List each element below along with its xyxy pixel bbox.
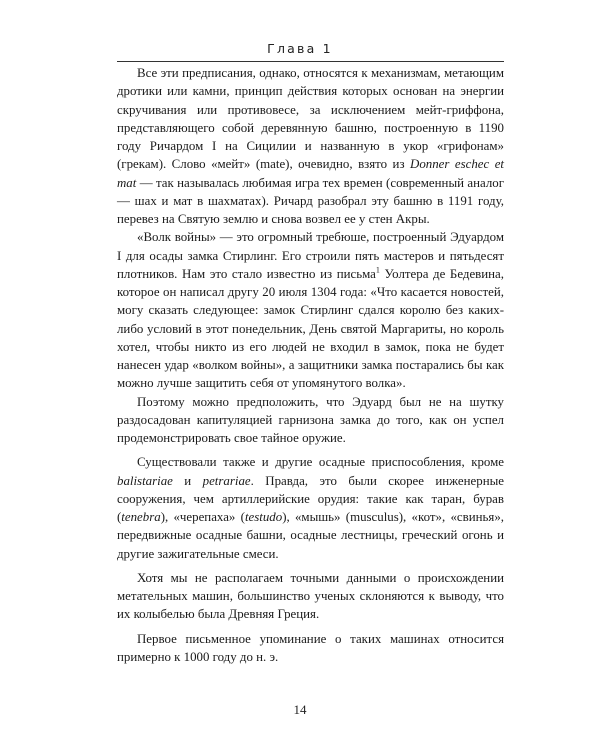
paragraph [117,393,504,448]
body-text [117,64,504,666]
italic-text: tenebra [121,510,161,524]
text-run: Существовали также и другие осадные приспособления, кроме [137,455,504,470]
header-rule [117,61,504,62]
italic-text: Donner eschec et mat [117,157,505,190]
text-run: — так называлась любимая игра тех времен (современный аналог — шах и мат в шахматах). Ричард разобрал эту башню в 1191 году, перевез на Святую землю и снова возвел ее у стен Акры. [117,175,504,226]
running-head: Глава 1 [267,41,333,56]
text-run: Все эти предписания, однако, относятся к механизмам, метающим дротики или камни, принцип действия которых основан на энергии скручивания или противовесе, за исключением мейт-гриффона, представляющего собой деревянную башню, построенную в 1190 году Ричардом I на Сицилии и названную в укор «грифонам» (грекам). Слово «мейт» (mate), очевидно, взято из [117,66,504,172]
paragraph [117,228,504,392]
italic-text: petrariae [202,473,251,488]
text-run: . Правда, это были скорее инженерные сооружения, чем артиллерийские орудия: такие как таран, бурав ( [117,473,504,524]
text-run: и [172,473,203,488]
footnote-marker: 1 [375,265,380,275]
text-run: ), «черепаха» ( [160,510,245,524]
italic-text: balistariae [117,473,173,488]
paragraph [117,453,504,563]
paragraph [117,569,504,624]
paragraph [117,630,504,667]
text-run: Первое письменное упоминание о таких машинах относится примерно к 1000 году до н. э. [117,631,504,664]
page-number: 14 [293,702,307,717]
text-run: «Волк войны» — это огромный требюше, построенный Эдуардом I для осады замка Стирлинг. Его строили пять мастеров и пятьдесят плотников. Нам это стало известно из письма [117,230,504,281]
text-run: Хотя мы не располагаем точными данными о происхождении метательных машин, большинство ученых склоняются к выводу, что их колыбелью была Древняя Греция. [117,570,504,622]
text-run: ), «мышь» (musculus), «кот», «свинья», передвижные осадные башни, осадные лестницы, греческий огонь и другие зажигательные смеси. [117,510,504,561]
paragraph [117,64,504,228]
text-run: Уолтера де Бедевина, которое он написал другу 20 июля 1304 года: «Что касается новостей, могу сказать следующее: замок Стирлинг сдался королю без каких-либо условий в этот понедельник, День святой Маргариты, но король хотел, чтобы никто из его людей не входил в замок, пока не будет нанесен удар «волком войны», а защитники замка постарались бы как можно лучше защитить себя от упомянутого волка». [117,266,504,391]
italic-text: testudo [244,510,283,524]
text-run: Поэтому можно предположить, что Эдуард был не на шутку раздосадован капитуляцией гарнизона замка до того, как он успел продемонстрировать свое тайное оружие. [117,394,504,445]
